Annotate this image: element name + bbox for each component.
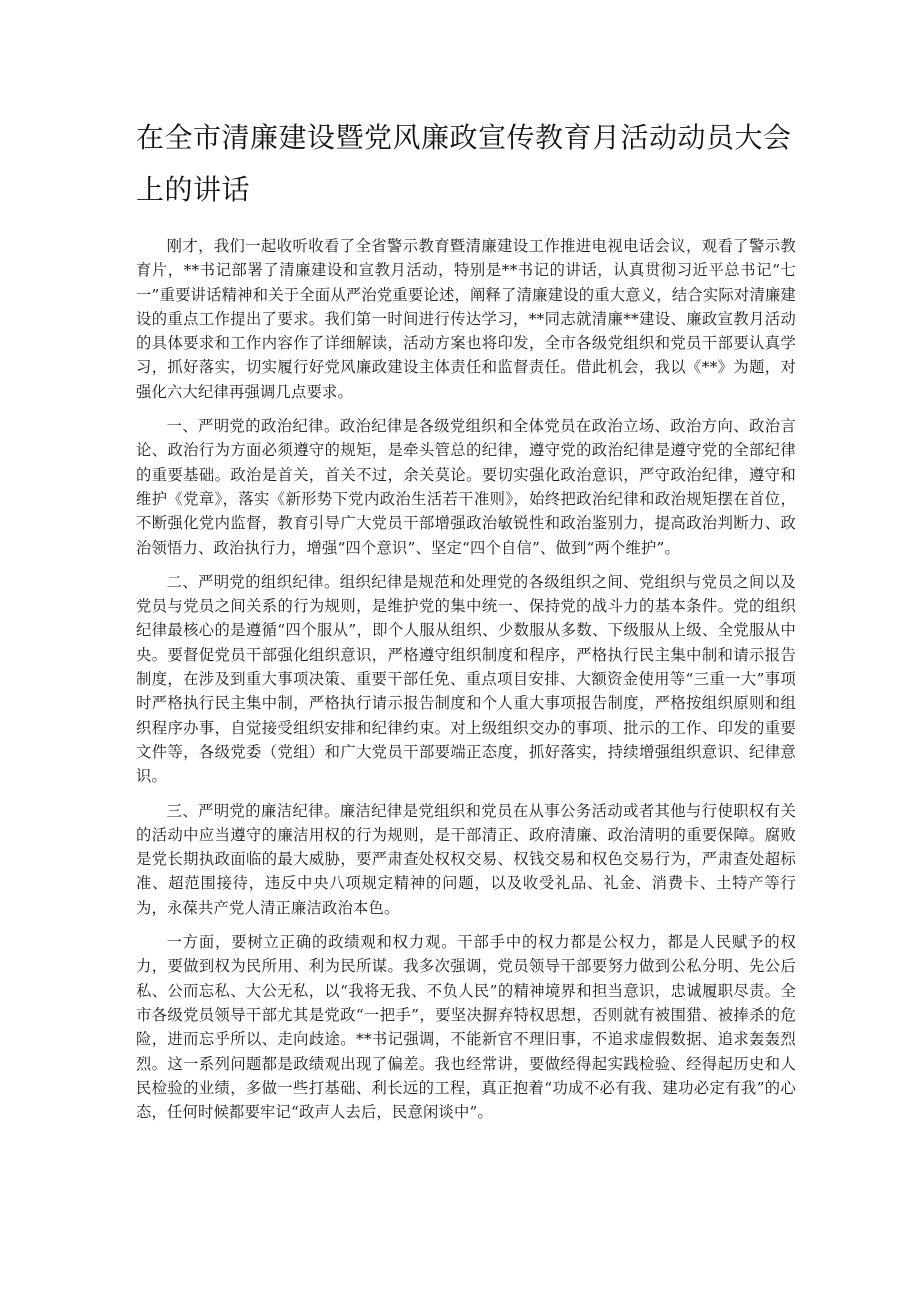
paragraph-intro: 刚才，我们一起收听收看了全省警示教育暨清廉建设工作推进电视电话会议，观看了警示教育片，**书记部署了清廉建设和宣教月活动，特别是**书记的讲话，认真贯彻习近平总书记“七一”重要讲话精神和关于全面从严治党重要论述，阐释了清廉建设的重大意义，结合实际对清廉建设的重点工作提出了要求。我们第一时间进行传达学习，**同志就清廉**建设、廉政宣教月活动的具体要求和工作内容作了详细解读，活动方案也将印发，全市各级党组织和党员干部要认真学习，抓好落实，切实履行好党风廉政建设主体责任和监督责任。借此机会，我以《**》为题，对强化六大纪律再强调几点要求。 (136, 237, 796, 401)
document-page (136, 112, 796, 1134)
paragraph-integrity-discipline: 三、严明党的廉洁纪律。廉洁纪律是党组织和党员在从事公务活动或者其他与行使职权有关的活动中应当遵守的廉洁用权的行为规则，是干部清正、政府清廉、政治清明的重要保障。腐败是党长期执政面临的最大威胁，要严肃查处权权交易、权钱交易和权色交易行为，严肃查处超标准、超范围接待，违反中央八项规定精神的问题，以及收受礼品、礼金、消费卡、土特产等行为，永葆共产党人清正廉洁政治本色。 (136, 801, 796, 917)
paragraph-performance-view: 一方面，要树立正确的政绩观和权力观。干部手中的权力都是公权力，都是人民赋予的权力，要做到权为民所用、利为民所谋。我多次强调，党员领导干部要努力做到公私分明、先公后私、公而忘私、大公无私，以“我将无我、不负人民”的精神境界和担当意识，忠诚履职尽责。全市各级党员领导干部尤其是党政“一把手”，要坚决摒弃特权思想，否则就有被围猎、被捧杀的危险，进而忘乎所以、走向歧途。**书记强调，不能新官不理旧事，不追求虚假数据、追求轰轰烈烈。这一系列问题都是政绩观出现了偏差。我也经常讲，要做经得起实践检验、经得起历史和人民检验的业绩，多做一些打基础、利长远的工程，真正抱着“功成不必有我、建功必定有我”的心态，任何时候都要牢记“政声人去后，民意闲谈中”。 (136, 933, 796, 1122)
paragraph-organizational-discipline: 二、严明党的组织纪律。组织纪律是规范和处理党的各级组织之间、党组织与党员之间以及党员与党员之间关系的行为规则，是维护党的集中统一、保持党的战斗力的基本条件。党的组织纪律最核心的是遵循“四个服从”，即个人服从组织、少数服从多数、下级服从上级、全党服从中央。要督促党员干部强化组织意识，严格遵守组织制度和程序，严格执行民主集中制和请示报告制度，在涉及到重大事项决策、重要干部任免、重点项目安排、大额资金使用等“三重一大”事项时严格执行民主集中制，严格执行请示报告制度和个人重大事项报告制度，严格按组织原则和组织程序办事，自觉接受组织安排和纪律约束。对上级组织交办的事项、批示的工作、印发的重要文件等，各级党委（党组）和广大党员干部要端正态度，抓好落实，持续增强组织意识、纪律意识。 (136, 572, 796, 786)
paragraph-political-discipline: 一、严明党的政治纪律。政治纪律是各级党组织和全体党员在政治立场、政治方向、政治言论、政治行为方面必须遵守的规矩，是牵头管总的纪律，遵守党的政治纪律是遵守党的全部纪律的重要基础。政治是首关，首关不过，余关莫论。要切实强化政治意识，严守政治纪律，遵守和维护《党章》，落实《新形势下党内政治生活若干准则》，始终把政治纪律和政治规矩摆在首位，不断强化党内监督，教育引导广大党员干部增强政治敏锐性和政治鉴别力，提高政治判断力、政治领悟力、政治执行力，增强“四个意识”、坚定“四个自信”、做到“两个维护”。 (136, 417, 796, 557)
document-title: 在全市清廉建设暨党风廉政宣传教育月活动动员大会上的讲话 (136, 121, 792, 206)
